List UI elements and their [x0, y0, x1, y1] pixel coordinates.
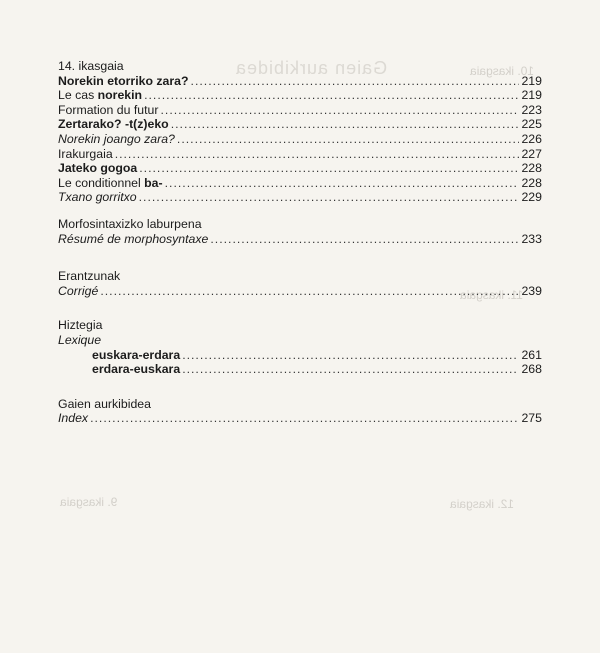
toc-entry-page: 268: [521, 362, 542, 377]
toc-entry-page: 228: [521, 161, 542, 176]
toc-entry-page: 225: [521, 117, 542, 132]
lexicon-subheading: Lexique: [58, 332, 102, 347]
dot-leader: [171, 117, 520, 132]
toc-entry[interactable]: [58, 117, 542, 132]
toc-entry[interactable]: [58, 74, 542, 89]
answers-heading: Erantzunak: [58, 269, 121, 284]
lesson-heading: 14. ikasgaia: [58, 59, 124, 73]
dot-leader: [100, 284, 519, 299]
bleed-through-text: 9. ikasgaia: [60, 495, 118, 509]
dot-leader: [177, 132, 520, 147]
toc-entry-label: Norekin etorriko zara?: [58, 73, 189, 88]
bleed-through-text: 12. ikasgaia: [450, 497, 515, 511]
toc-entry-label: euskara-erdara: [92, 347, 181, 362]
dot-leader: [144, 88, 519, 103]
toc-entry-label-prefix: Le cas: [58, 88, 98, 103]
summary-heading: Morfosintaxizko laburpena: [58, 216, 202, 231]
toc-entry-page: 233: [521, 231, 542, 246]
toc-entry-page: 275: [521, 411, 542, 426]
dot-leader: [139, 161, 519, 176]
toc-entry[interactable]: [58, 103, 542, 118]
toc-entry[interactable]: [58, 190, 542, 205]
toc-entry-page: 239: [521, 283, 542, 298]
toc-entry-label: Jateko gogoa: [58, 161, 138, 176]
toc-entry-label: Txano gorritxo: [58, 190, 137, 205]
toc-entry-label: Irakurgaia: [58, 146, 113, 161]
toc-entry-page: 219: [521, 73, 542, 88]
toc-entry-label-prefix: Le conditionnel: [58, 175, 145, 190]
toc-entry[interactable]: [58, 176, 542, 191]
toc-entry-lexicon[interactable]: [58, 348, 542, 363]
toc-entry-page: 227: [521, 146, 542, 161]
bleed-through-text: 10. ikasgaia: [470, 64, 535, 78]
toc-entry-page: 261: [521, 347, 542, 362]
toc-entry-page: 223: [521, 102, 542, 117]
toc-entry-label-bold: norekin: [97, 88, 143, 103]
toc-entry[interactable]: [58, 147, 542, 162]
bleed-through-text: 11. ikasgaia: [460, 288, 524, 302]
toc-entry[interactable]: [58, 161, 542, 176]
toc-entry[interactable]: [58, 132, 542, 147]
toc-entry-label: erdara-euskara: [92, 362, 181, 377]
bleed-through-text: Gaien aurkibidea: [235, 58, 388, 78]
dot-leader: [139, 190, 520, 205]
dot-leader: [210, 232, 519, 247]
toc-entry-label: Corrigé: [58, 283, 99, 298]
dot-leader: [182, 362, 519, 377]
toc-entry-label: Zertarako? -t(z)eko: [58, 117, 169, 132]
toc-entry-page: 228: [521, 175, 542, 190]
table-of-contents: [58, 59, 542, 426]
toc-entry[interactable]: [58, 88, 542, 103]
toc-entry-label: Norekin joango zara?: [58, 131, 175, 146]
dot-leader: [160, 103, 519, 118]
toc-entry-page: 226: [521, 131, 542, 146]
dot-leader: [115, 147, 520, 162]
toc-entry-answers[interactable]: [58, 284, 542, 299]
toc-entry-index[interactable]: [58, 411, 542, 426]
toc-entry-summary[interactable]: [58, 232, 542, 247]
dot-leader: [90, 411, 519, 426]
toc-entry-label: [58, 88, 142, 103]
lexicon-heading: Hiztegia: [58, 318, 103, 333]
index-heading: Gaien aurkibidea: [58, 396, 151, 411]
toc-entry-label: Résumé de morphosyntaxe: [58, 231, 209, 246]
dot-leader: [191, 74, 520, 89]
toc-entry-lexicon[interactable]: [58, 362, 542, 377]
toc-entry-label: Index: [58, 411, 89, 426]
toc-entry-label: Formation du futur: [58, 102, 159, 117]
dot-leader: [165, 176, 520, 191]
toc-entry-page: 219: [521, 88, 542, 103]
toc-entry-label: [58, 176, 163, 191]
toc-entry-label-bold: ba-: [144, 175, 163, 190]
dot-leader: [182, 348, 519, 363]
toc-entry-page: 229: [521, 190, 542, 205]
